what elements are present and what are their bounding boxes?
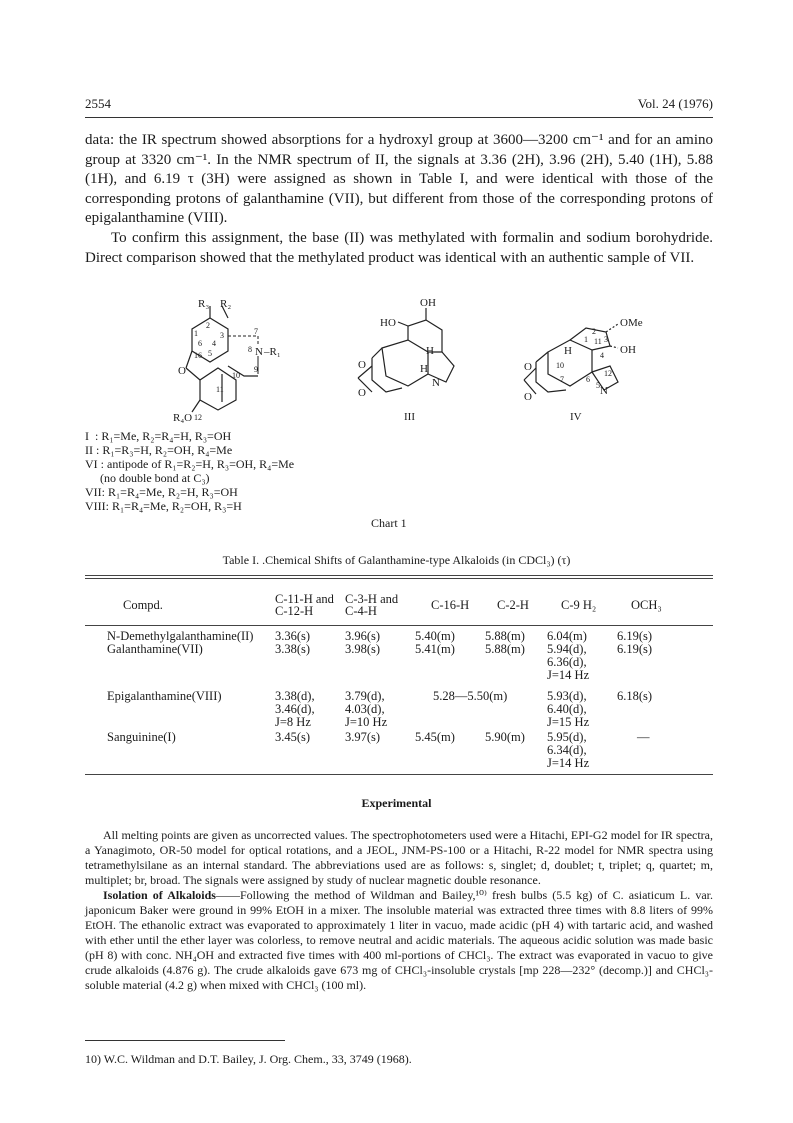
table-header-rule bbox=[85, 625, 713, 626]
legend-line: II : R₁=R₃=H, R₂=OH, R₄=Me bbox=[85, 443, 233, 457]
legend-line: VI : antipode of R₁=R₂=H, R₃=OH, R₄=Me bbox=[85, 457, 295, 471]
cell-c9: 6.04(m) bbox=[547, 629, 587, 643]
label-nr1: –R₁ bbox=[264, 346, 281, 358]
table-i bbox=[85, 575, 713, 775]
cell-c2: 5.88(m) bbox=[485, 629, 525, 643]
structure-iv bbox=[524, 317, 643, 423]
table-header bbox=[85, 593, 713, 617]
cell-c11: 3.38(d), 3.46(d), J=8 Hz bbox=[275, 689, 315, 729]
label-c7: 7 bbox=[254, 327, 258, 336]
label-c2: 2 bbox=[592, 327, 596, 336]
header-rule bbox=[85, 117, 713, 118]
label-c1: 1 bbox=[194, 329, 198, 338]
chart-1-structures bbox=[140, 296, 680, 426]
cell-compd: Galanthamine(VII) bbox=[107, 642, 203, 656]
label-c7: 7 bbox=[560, 375, 564, 384]
table-row bbox=[85, 731, 713, 770]
label-ome: OMe bbox=[620, 317, 643, 329]
cell-c2: 5.90(m) bbox=[485, 730, 525, 744]
label-c6: 6 bbox=[586, 375, 590, 384]
label-c2: 2 bbox=[206, 321, 210, 330]
label-c16: 16 bbox=[194, 351, 202, 360]
table-top-rule bbox=[85, 575, 713, 576]
cell-c9: 5.93(d), 6.40(d), J=15 Hz bbox=[547, 689, 590, 729]
structure-label: III bbox=[404, 411, 415, 423]
table-title: Table I. .Chemical Shifts of Galanthamine-type Alkaloids (in CDCl₃) (τ) bbox=[222, 553, 571, 567]
cell-c3: 3.98(s) bbox=[345, 642, 381, 656]
cell-c11: 3.36(s) bbox=[275, 629, 311, 643]
cell-c11: 3.38(s) bbox=[275, 642, 311, 656]
cell-c16-c2: 5.28—5.50(m) bbox=[433, 689, 508, 703]
footnote-rule bbox=[85, 1040, 285, 1041]
subheading-isolation: Isolation of Alkaloids bbox=[103, 888, 216, 902]
legend-line: (no double bond at C₃) bbox=[85, 471, 210, 485]
legend-line: I : R₁=Me, R₂=R₄=H, R₃=OH bbox=[85, 429, 232, 443]
label-o-lower: O bbox=[524, 391, 532, 403]
experimental-text bbox=[85, 828, 713, 993]
label-c3: 3 bbox=[604, 335, 608, 344]
label-oh: OH bbox=[620, 344, 636, 356]
intro-paragraph-2: To confirm this assignment, the base (II) was methylated with formalin and sodium borohydride. Direct comparison showed that the methylated product was identical with an authentic sample of VII. bbox=[85, 229, 713, 266]
cell-compd: Epigalanthamine(VIII) bbox=[107, 689, 222, 703]
label-c6: 6 bbox=[198, 339, 202, 348]
header-compd: Compd. bbox=[123, 598, 163, 612]
legend-line: VII: R₁=R₄=Me, R₂=H, R₃=OH bbox=[85, 485, 238, 499]
label-ho: HO bbox=[380, 317, 396, 329]
structure-iii bbox=[358, 297, 454, 423]
cell-c3: 3.97(s) bbox=[345, 730, 381, 744]
structure-label: IV bbox=[570, 411, 582, 423]
label-r4o: R₄O bbox=[173, 412, 193, 424]
page-number: 2554 bbox=[85, 96, 111, 111]
experimental-paragraph-1: All melting points are given as uncorrected values. The spectrophotometers used were a Hitachi, EPI-G2 model for IR spectra, a Yanagimoto, OR-50 model for optical rotations, and a JEOL, JNM-PS-100 or a Hitachi, R-22 model for NMR spectra using tetramethylsilane as an internal standard. The abbreviations used are as follows: s, singlet; d, doublet; t, triplet; q, quartet; m, multiplet; br, broad. The signals were assigned by study of nuclear magnetic double resonance. bbox=[85, 828, 713, 887]
legend-line: VIII: R₁=R₄=Me, R₂=OH, R₃=H bbox=[85, 499, 242, 513]
cell-och3: — bbox=[637, 730, 650, 744]
intro-paragraph-1: data: the IR spectrum showed absorptions for a hydroxyl group at 3600—3200 cm⁻¹ and for an amino group at 3320 cm⁻¹. In the NMR spectrum of II, the signals at 3.36 (2H), 3.96 (2H), 5.40 (1H), 5.88 (1H), and 6.19 τ (3H) were assigned as shown in Table I, and were identical with those of the corresponding protons of galanthamine (VII), but different from those of the corresponding protons of epigalanthamine (VIII). bbox=[85, 132, 713, 227]
label-c11: 11 bbox=[216, 385, 224, 394]
cell-och3: 6.19(s) bbox=[617, 629, 653, 643]
chart-label: Chart 1 bbox=[371, 516, 407, 530]
table-top-rule-2 bbox=[85, 578, 713, 579]
label-r2: R₂ bbox=[220, 298, 232, 310]
label-o-upper: O bbox=[524, 361, 532, 373]
label-c11: 11 bbox=[594, 337, 602, 346]
label-c10: 10 bbox=[232, 371, 240, 380]
label-h-lower: H bbox=[420, 363, 428, 375]
intro-text bbox=[85, 131, 713, 268]
label-h: H bbox=[564, 345, 572, 357]
header-c16: C-16-H bbox=[431, 598, 470, 612]
cell-c2 bbox=[485, 690, 547, 729]
label-c9: 9 bbox=[254, 365, 258, 374]
label-h-upper: H bbox=[426, 345, 434, 357]
cell-c11: 3.45(s) bbox=[275, 730, 311, 744]
cell-c16: 5.40(m) bbox=[415, 629, 455, 643]
label-o: O bbox=[178, 365, 186, 377]
header-c3-c4: C-3-H and C-4-H bbox=[345, 592, 399, 618]
cell-c2: 5.88(m) bbox=[485, 642, 525, 656]
header-och3: OCH₃ bbox=[631, 598, 662, 612]
label-n: N bbox=[600, 385, 608, 397]
cell-och3: 6.18(s) bbox=[617, 689, 653, 703]
label-c3: 3 bbox=[220, 331, 224, 340]
header-c11-c12: C-11-H and C-12-H bbox=[275, 592, 334, 618]
cell-c9: 5.95(d), 6.34(d), J=14 Hz bbox=[547, 730, 590, 770]
label-c5: 5 bbox=[208, 349, 212, 358]
cell-c9: 5.94(d), 6.36(d), J=14 Hz bbox=[547, 642, 590, 682]
structure-i bbox=[173, 298, 281, 424]
running-header bbox=[85, 96, 713, 112]
label-o-lower: O bbox=[358, 387, 366, 399]
cell-c3: 3.79(d), 4.03(d), J=10 Hz bbox=[345, 689, 388, 729]
isolation-text: ——Following the method of Wildman and Bailey,¹⁰⁾ fresh bulbs (5.5 kg) of C. asiaticum L. var. japonicum Baker were ground in 99% EtOH in a mixer. The insoluble material was extracted three times with 8.8 liters of 99% EtOH. The ethanolic extract was evaporated to approximately 1 liter in vacuo, made acidic (pH 4) with tartaric acid, and washed with ether until the ether layer was colorless, to remove neutral and acidic materials. The aqueous acidic solution was made basic (pH 8) with conc. NH₄OH and extracted five times with 400 ml-portions of CHCl₃. The extract was evaporated in vacuo to give crude alkaloids (4.876 g). The crude alkaloids gave 673 mg of CHCl₃-insoluble crystals [mp 228—232° (decomp.)] and CHCl₃-soluble material (4.2 g) when mixed with CHCl₃ (100 ml). bbox=[85, 888, 713, 992]
header-c9: C-9 H₂ bbox=[561, 598, 597, 612]
label-r3: R₃ bbox=[198, 298, 210, 310]
structure-legend bbox=[85, 429, 294, 513]
table-row bbox=[85, 643, 713, 682]
cell-c16: 5.45(m) bbox=[415, 730, 455, 744]
label-o-upper: O bbox=[358, 359, 366, 371]
label-c8: 8 bbox=[248, 345, 252, 354]
label-oh: OH bbox=[420, 297, 436, 309]
cell-compd: Sanguinine(I) bbox=[107, 730, 176, 744]
label-n: N bbox=[255, 346, 263, 358]
cell-och3: 6.19(s) bbox=[617, 642, 653, 656]
footnote-10: 10) W.C. Wildman and D.T. Bailey, J. Org. Chem., 33, 3749 (1968). bbox=[85, 1052, 412, 1066]
label-c12: 12 bbox=[194, 413, 202, 422]
label-c4: 4 bbox=[600, 351, 604, 360]
label-c12: 12 bbox=[604, 369, 612, 378]
table-bottom-rule bbox=[85, 774, 713, 775]
cell-compd: N-Demethylgalanthamine(II) bbox=[107, 629, 254, 643]
cell-c3: 3.96(s) bbox=[345, 629, 381, 643]
label-n: N bbox=[432, 377, 440, 389]
label-c4: 4 bbox=[212, 339, 216, 348]
header-c2: C-2-H bbox=[497, 598, 529, 612]
section-heading-experimental: Experimental bbox=[361, 796, 432, 810]
journal-volume: Vol. 24 (1976) bbox=[637, 96, 713, 111]
label-c5: 5 bbox=[596, 381, 600, 390]
label-c1: 1 bbox=[584, 335, 588, 344]
cell-c16: 5.41(m) bbox=[415, 642, 455, 656]
experimental-paragraph-2 bbox=[85, 888, 713, 993]
table-row bbox=[85, 690, 713, 729]
label-c10: 10 bbox=[556, 361, 564, 370]
